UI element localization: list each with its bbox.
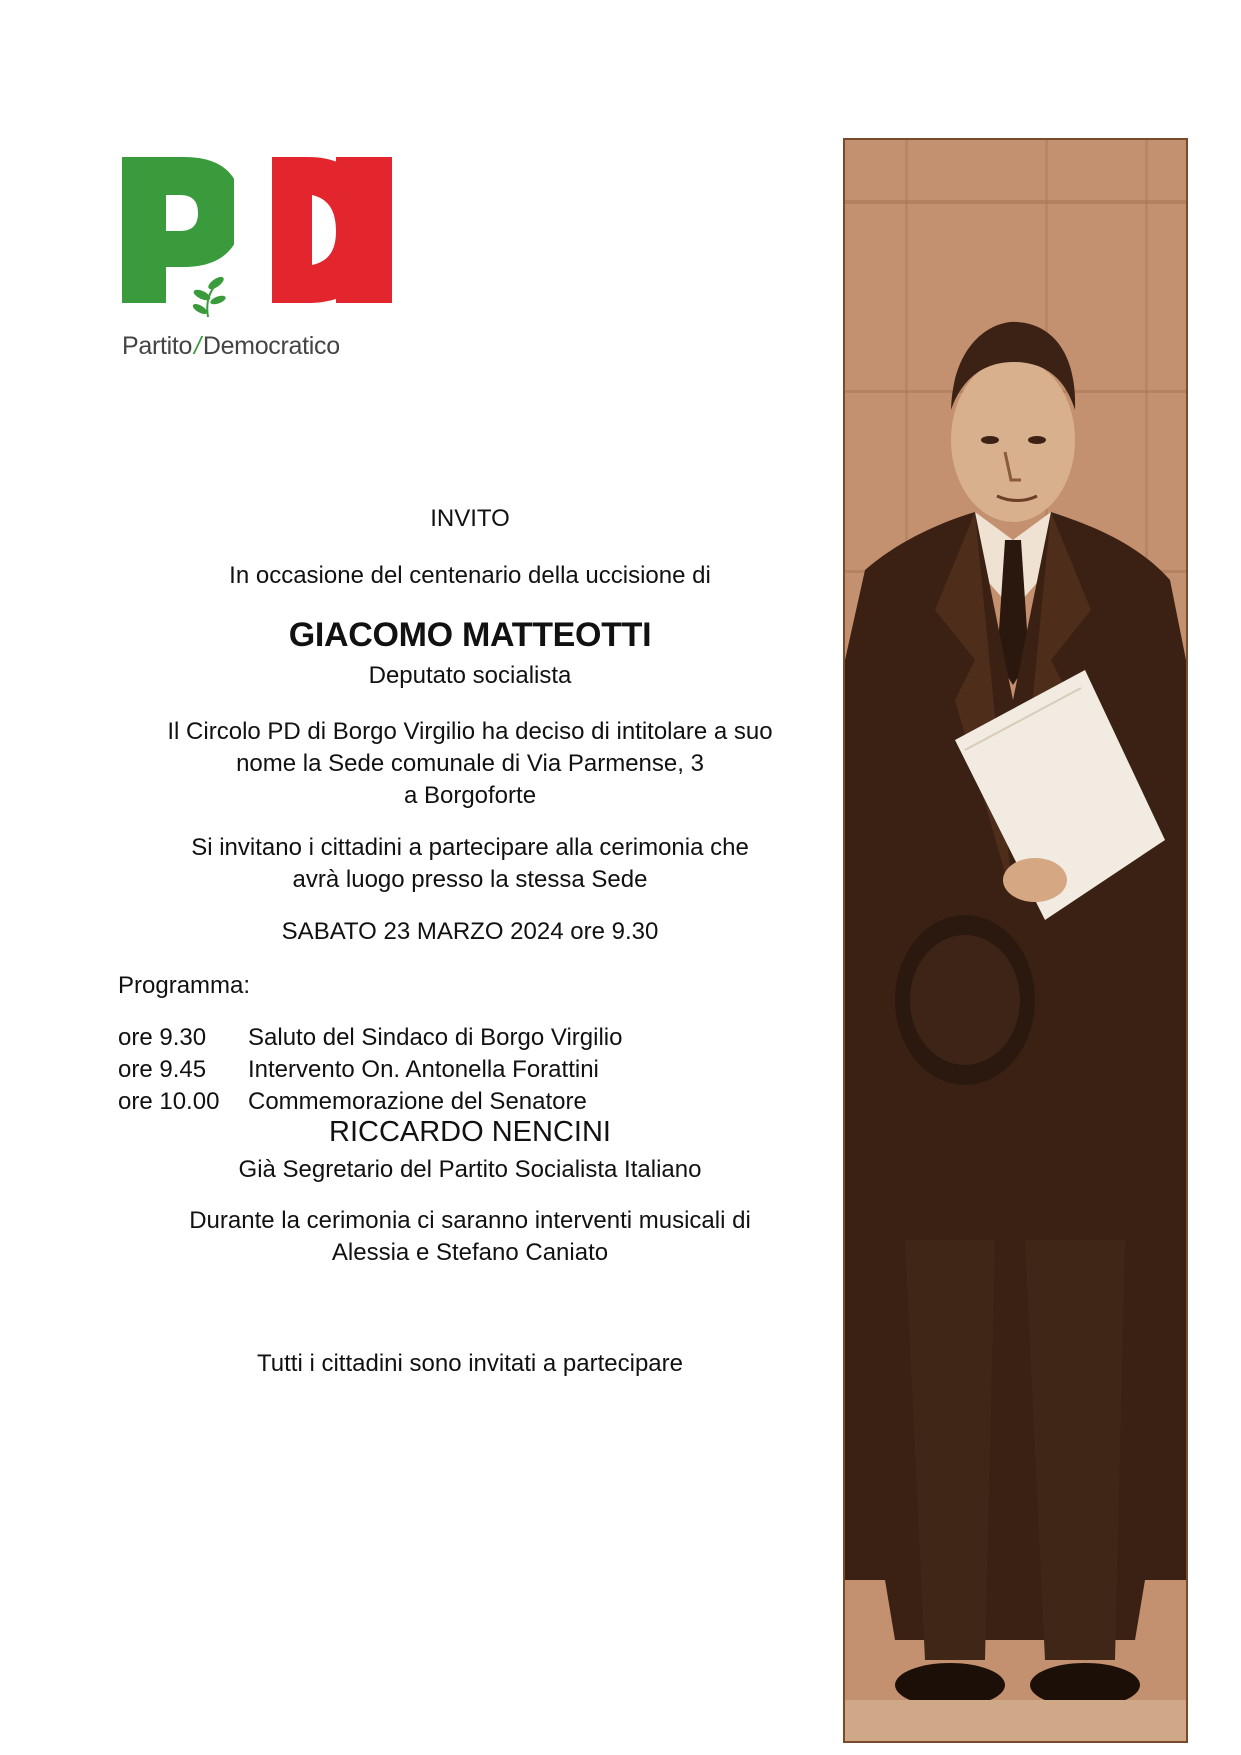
invito-line: Si invitano i cittadini a partecipare alla cerimonia che: [191, 834, 749, 861]
programma-item: Commemorazione del Senatore: [248, 1088, 587, 1115]
logo-text: Partito/Democratico: [122, 332, 340, 360]
programma-item: Intervento On. Antonella Forattini: [248, 1056, 599, 1083]
senatore-role: Già Segretario del Partito Socialista Italiano: [238, 1156, 702, 1183]
occasione-text: In occasione del centenario della uccisione di: [229, 562, 711, 589]
senatore-name: RICCARDO NENCINI: [329, 1116, 611, 1148]
musica-paragraph: [0, 1205, 940, 1269]
pd-logo-mark: [122, 155, 392, 325]
circolo-line: nome la Sede comunale di Via Parmense, 3: [236, 750, 704, 777]
musica-line: Durante la cerimonia ci saranno interventi musicali di: [189, 1207, 751, 1234]
circolo-line: Il Circolo PD di Borgo Virgilio ha deciso di intitolare a suo: [167, 718, 773, 745]
programma-row: [118, 1056, 599, 1084]
event-date: SABATO 23 MARZO 2024 ore 9.30: [281, 918, 659, 945]
invito-line: avrà luogo presso la stessa Sede: [292, 866, 648, 893]
programma-item: Saluto del Sindaco di Borgo Virgilio: [248, 1024, 623, 1051]
circolo-line: a Borgoforte: [403, 782, 537, 809]
musica-line: Alessia e Stefano Caniato: [331, 1239, 609, 1266]
programma-time: ore 9.45: [118, 1056, 207, 1083]
olive-branch-icon: [191, 275, 226, 317]
logo-text-right: Democratico: [202, 332, 340, 360]
role-text: Deputato socialista: [368, 662, 572, 689]
circolo-paragraph: [0, 716, 940, 812]
programma-time: ore 10.00: [118, 1088, 220, 1115]
pd-logo: [122, 155, 392, 365]
closing-text: Tutti i cittadini sono invitati a partecipare: [257, 1350, 683, 1377]
programma-time: ore 9.30: [118, 1024, 207, 1051]
logo-text-left: Partito: [122, 332, 193, 360]
name-heading: GIACOMO MATTEOTTI: [288, 616, 652, 654]
invito-paragraph: [0, 832, 940, 896]
invito-heading: INVITO: [430, 505, 510, 532]
programma-row: [118, 1024, 622, 1052]
programma-row: [118, 1088, 587, 1116]
programma-label: Programma:: [118, 972, 251, 999]
